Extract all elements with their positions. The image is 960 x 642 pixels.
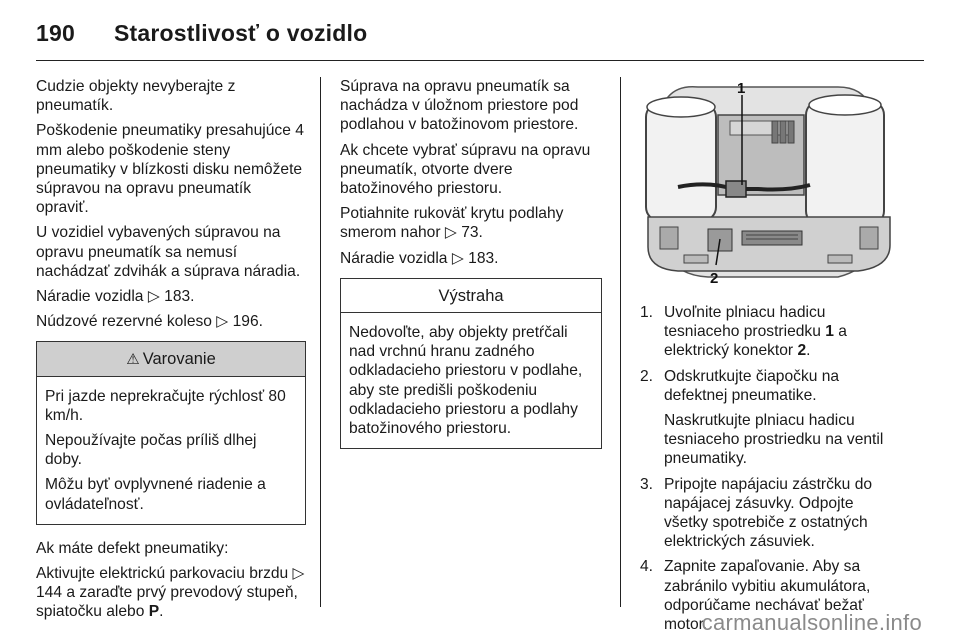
column-divider — [320, 77, 321, 607]
list-item: 4. Zapnite zapaľovanie. Aby sa zabránilo vybitiu akumulátora, odporúčame nechávať bežať motor. — [640, 558, 871, 634]
paragraph: U vozidiel vybavených súpravou na opravu pneumatík sa nemusí nachádzať zdvihák a súprava náradia. — [36, 224, 301, 280]
warning-text: Nepoužívajte počas príliš dlhej doby. — [45, 432, 257, 469]
warning-text: Pri jazde neprekračujte rýchlosť 80 km/h. — [45, 387, 286, 424]
cross-reference-arrow-icon: ▷ — [216, 313, 229, 331]
page-header — [36, 20, 367, 47]
page-number: 190 — [36, 20, 75, 46]
warning-box — [36, 341, 306, 524]
caution-box — [340, 278, 602, 449]
caution-title: Výstraha — [341, 279, 601, 313]
list-item: 2. Odskrutkujte čiapočku na defektnej pneumatike. Naskrutkujte plniacu hadicu tesniaceho prostriedku na ventil pneumatiky. — [640, 367, 884, 468]
paragraph: Cudzie objekty nevyberajte z pneumatík. — [36, 78, 236, 115]
paragraph: Núdzové rezervné koleso ▷ 196. — [36, 313, 263, 331]
steps-list — [640, 303, 902, 634]
list-item: 1. Uvoľnite plniacu hadicu tesniaceho prostriedku 1 a elektrický konektor 2. — [640, 304, 847, 360]
cross-reference-arrow-icon: ▷ — [292, 565, 305, 583]
paragraph: Súprava na opravu pneumatík sa nachádza v úložnom priestore pod podlahou v batožinovom priestore. — [340, 78, 579, 134]
paragraph: Potiahnite rukoväť krytu podlahy smerom nahor ▷ 73. — [340, 205, 564, 242]
column-right — [640, 303, 902, 640]
column-middle — [340, 77, 602, 449]
warning-text: Môžu byť ovplyvnené riadenie a ovládateľnosť. — [45, 476, 266, 513]
tire-repair-kit-figure — [638, 77, 900, 289]
warning-title: ⚠ Varovanie — [37, 342, 305, 376]
header-rule — [36, 60, 924, 61]
paragraph: Náradie vozidla ▷ 183. — [340, 249, 499, 267]
cross-reference-arrow-icon: ▷ — [451, 249, 464, 267]
figure-label-2: 2 — [710, 270, 719, 287]
cross-reference-arrow-icon: ▷ — [444, 224, 457, 242]
paragraph: Poškodenie pneumatiky presahujúce 4 mm alebo poškodenie steny pneumatiky v blízkosti disku nemôžete súpravou na opravu pneumatík opraviť. — [36, 122, 304, 217]
caution-text: Nedovoľte, aby objekty pretŕčali nad vrchnú hranu zadného odkladacieho priestoru v podlahe, aby ste predišli poškodeniu odkladacieho priestoru a podlahy batožinového priestoru. — [349, 324, 583, 438]
watermark: carmanualsonline.info — [701, 610, 922, 635]
column-divider — [620, 77, 621, 607]
page-title: Starostlivosť o vozidlo — [114, 20, 368, 46]
paragraph: Aktivujte elektrickú parkovaciu brzdu ▷ 144 a zaraďte prvý prevodový stupeň, spiatočku alebo P. — [36, 565, 305, 621]
paragraph: Náradie vozidla ▷ 183. — [36, 288, 195, 306]
paragraph: Ak chcete vybrať súpravu na opravu pneumatík, otvorte dvere batožinového priestoru. — [340, 141, 591, 198]
warning-triangle-icon: ⚠ — [126, 351, 140, 369]
paragraph: Ak máte defekt pneumatiky: — [36, 539, 229, 557]
figure-label-1: 1 — [737, 80, 746, 97]
cross-reference-arrow-icon: ▷ — [147, 288, 160, 306]
list-item: 3. Pripojte napájaciu zástrčku do napájacej zásuvky. Odpojte všetky spotrebiče z ostatných elektrických zásuviek. — [640, 475, 873, 551]
column-left — [36, 77, 306, 628]
